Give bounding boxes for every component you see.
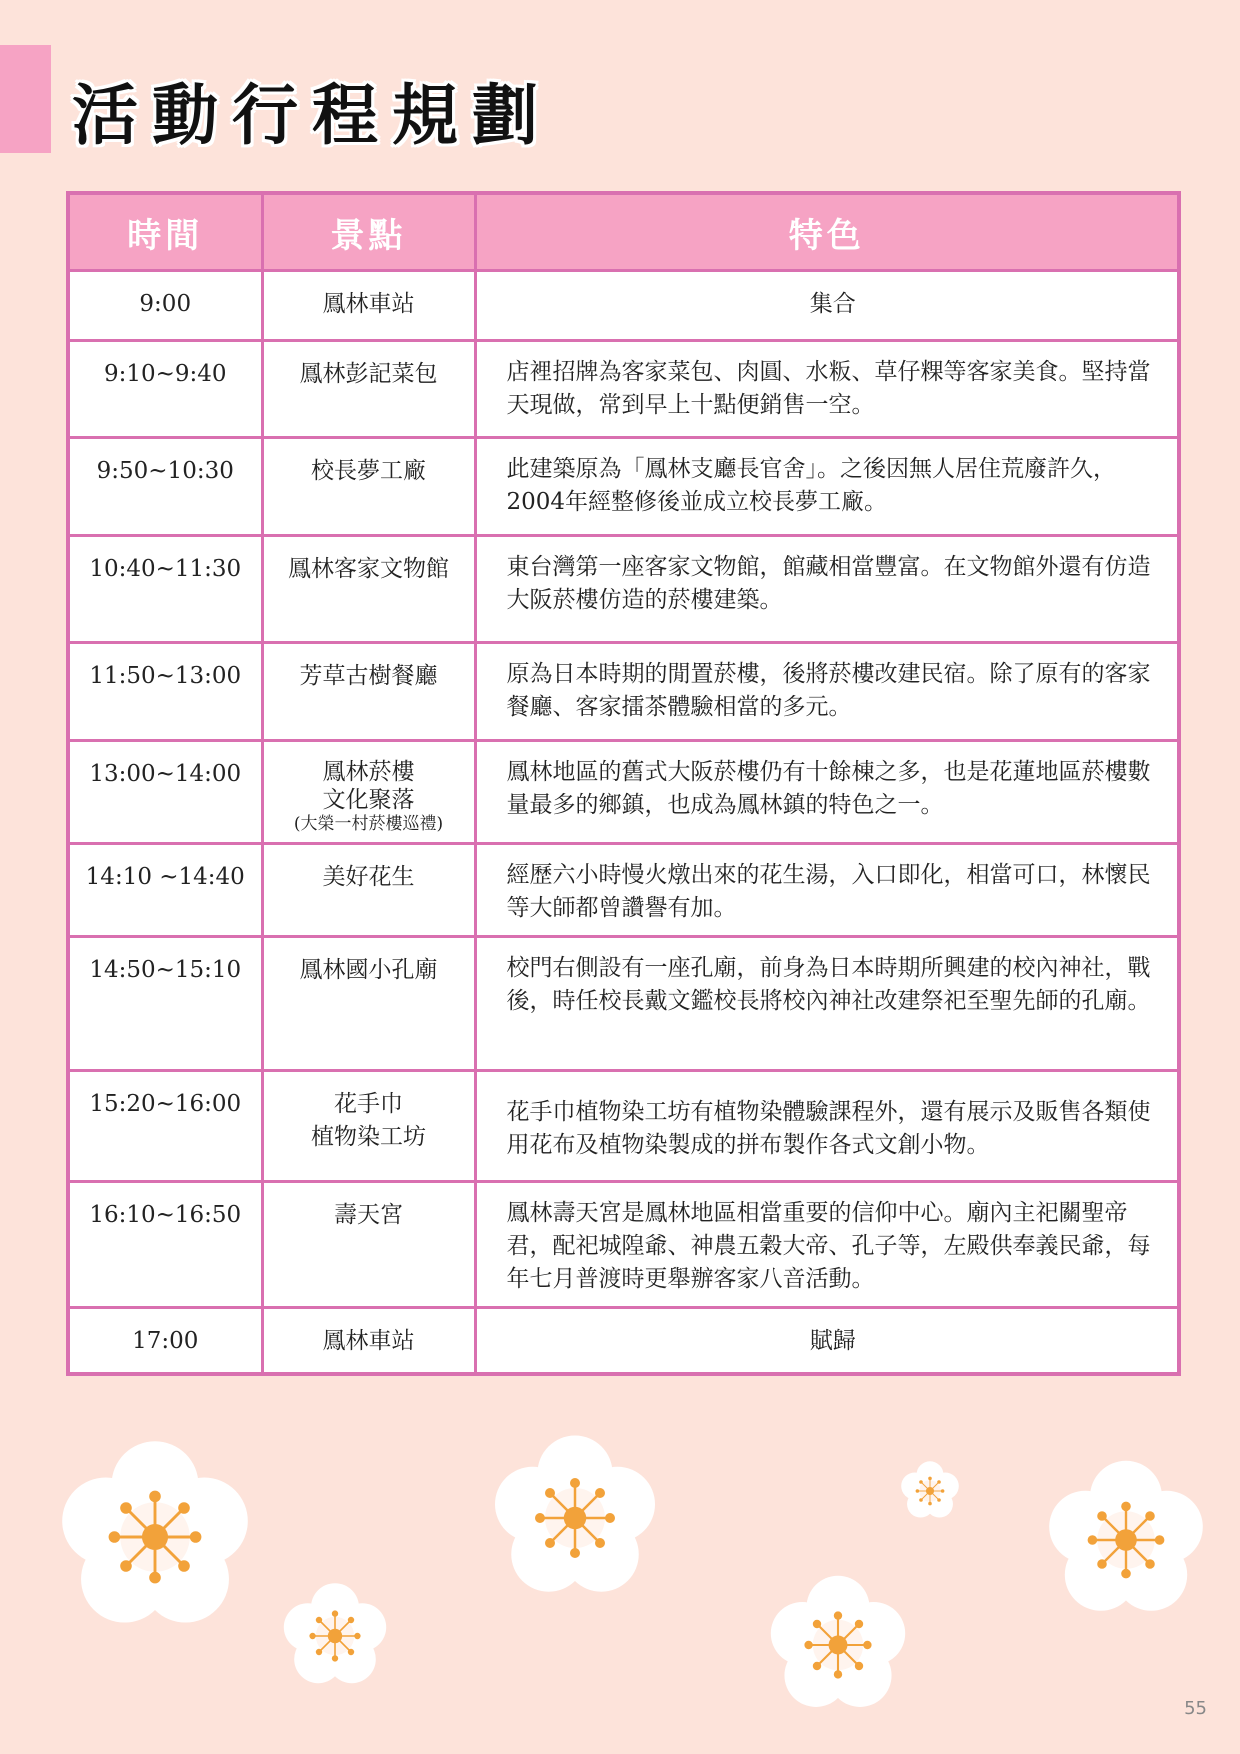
table-row [68,1182,1179,1308]
row-spot: 校長夢工廠 [262,438,475,536]
row-time: 14:50~15:10 [68,937,262,1071]
itinerary-table [66,191,1181,1376]
table-row [68,536,1179,643]
row-time: 9:10~9:40 [68,341,262,438]
table-row [68,741,1179,844]
page-number: 55 [1184,1698,1207,1719]
row-spot: 鳳林國小孔廟 [262,937,475,1071]
row-description: 賦歸 [475,1308,1179,1374]
page-title: 活動行程規劃 [72,77,552,154]
row-spot: 芳草古樹餐廳 [262,643,475,741]
row-spot: 壽天宮 [262,1182,475,1308]
table-row [68,844,1179,937]
row-spot: 美好花生 [262,844,475,937]
flower-icon [62,1441,248,1622]
row-description: 校門右側設有一座孔廟，前身為日本時期所興建的校內神社，戰後，時任校長戴文鑑校長將校內神社改建祭祀至聖先師的孔廟。 [475,937,1179,1071]
row-description: 此建築原為「鳳林支廳長官舍」。之後因無人居住荒廢許久，2004年經整修後並成立校長夢工廠。 [475,438,1179,536]
row-time: 9:00 [68,271,262,341]
spot-line: 文化聚落 [322,787,415,813]
flower-icon [495,1436,655,1592]
row-spot: 鳳林彭記菜包 [262,341,475,438]
row-time: 11:50~13:00 [68,643,262,741]
row-description: 原為日本時期的閒置菸樓，後將菸樓改建民宿。除了原有的客家餐廳、客家擂茶體驗相當的多元。 [475,643,1179,741]
row-time: 14:10 ~14:40 [68,844,262,937]
row-time: 10:40~11:30 [68,536,262,643]
flower-icon [901,1461,959,1517]
row-time: 9:50~10:30 [68,438,262,536]
row-spot: 鳳林車站 [262,271,475,341]
row-description: 經歷六小時慢火燉出來的花生湯，入口即化，相當可口，林懷民等大師都曾讚譽有加。 [475,844,1179,937]
table-row [68,341,1179,438]
row-time: 16:10~16:50 [68,1182,262,1308]
table-row [68,1071,1179,1182]
table-row [68,271,1179,341]
row-spot [262,1071,475,1182]
header-feature: 特色 [475,193,1179,271]
flower-icon [284,1583,386,1683]
row-description: 店裡招牌為客家菜包、肉圓、水粄、草仔粿等客家美食。堅持當天現做，常到早上十點便銷售一空。 [475,341,1179,438]
flower-icon [1049,1461,1203,1611]
table-row [68,643,1179,741]
table-row [68,937,1179,1071]
row-description: 鳳林壽天宮是鳳林地區相當重要的信仰中心。廟內主祀關聖帝君，配祀城隍爺、神農五穀大帝、孔子等，左殿供奉義民爺，每年七月普渡時更舉辦客家八音活動。 [475,1182,1179,1308]
row-time: 13:00~14:00 [68,741,262,844]
table-header-row [68,193,1179,271]
row-time: 15:20~16:00 [68,1071,262,1182]
spot-line: 鳳林菸樓 [322,759,415,785]
title-accent-tab [0,45,51,153]
row-description: 鳳林地區的舊式大阪菸樓仍有十餘棟之多，也是花蓮地區菸樓數量最多的鄉鎮，也成為鳳林鎮的特色之一。 [475,741,1179,844]
row-description: 東台灣第一座客家文物館，館藏相當豐富。在文物館外還有仿造大阪菸樓仿造的菸樓建築。 [475,536,1179,643]
table-row [68,1308,1179,1374]
header-spot: 景點 [262,193,475,271]
row-spot: 鳳林客家文物館 [262,536,475,643]
row-description: 花手巾植物染工坊有植物染體驗課程外，還有展示及販售各類使用花布及植物染製成的拼布製作各式文創小物。 [475,1071,1179,1182]
row-description: 集合 [475,271,1179,341]
spot-line: 花手巾 [334,1091,403,1117]
header-time: 時間 [68,193,262,271]
row-time: 17:00 [68,1308,262,1374]
spot-note: (大榮一村菸樓巡禮) [293,814,444,834]
spot-line: 植物染工坊 [311,1124,426,1150]
table-row [68,438,1179,536]
flower-icon [771,1576,905,1707]
row-spot [262,741,475,844]
row-spot: 鳳林車站 [262,1308,475,1374]
